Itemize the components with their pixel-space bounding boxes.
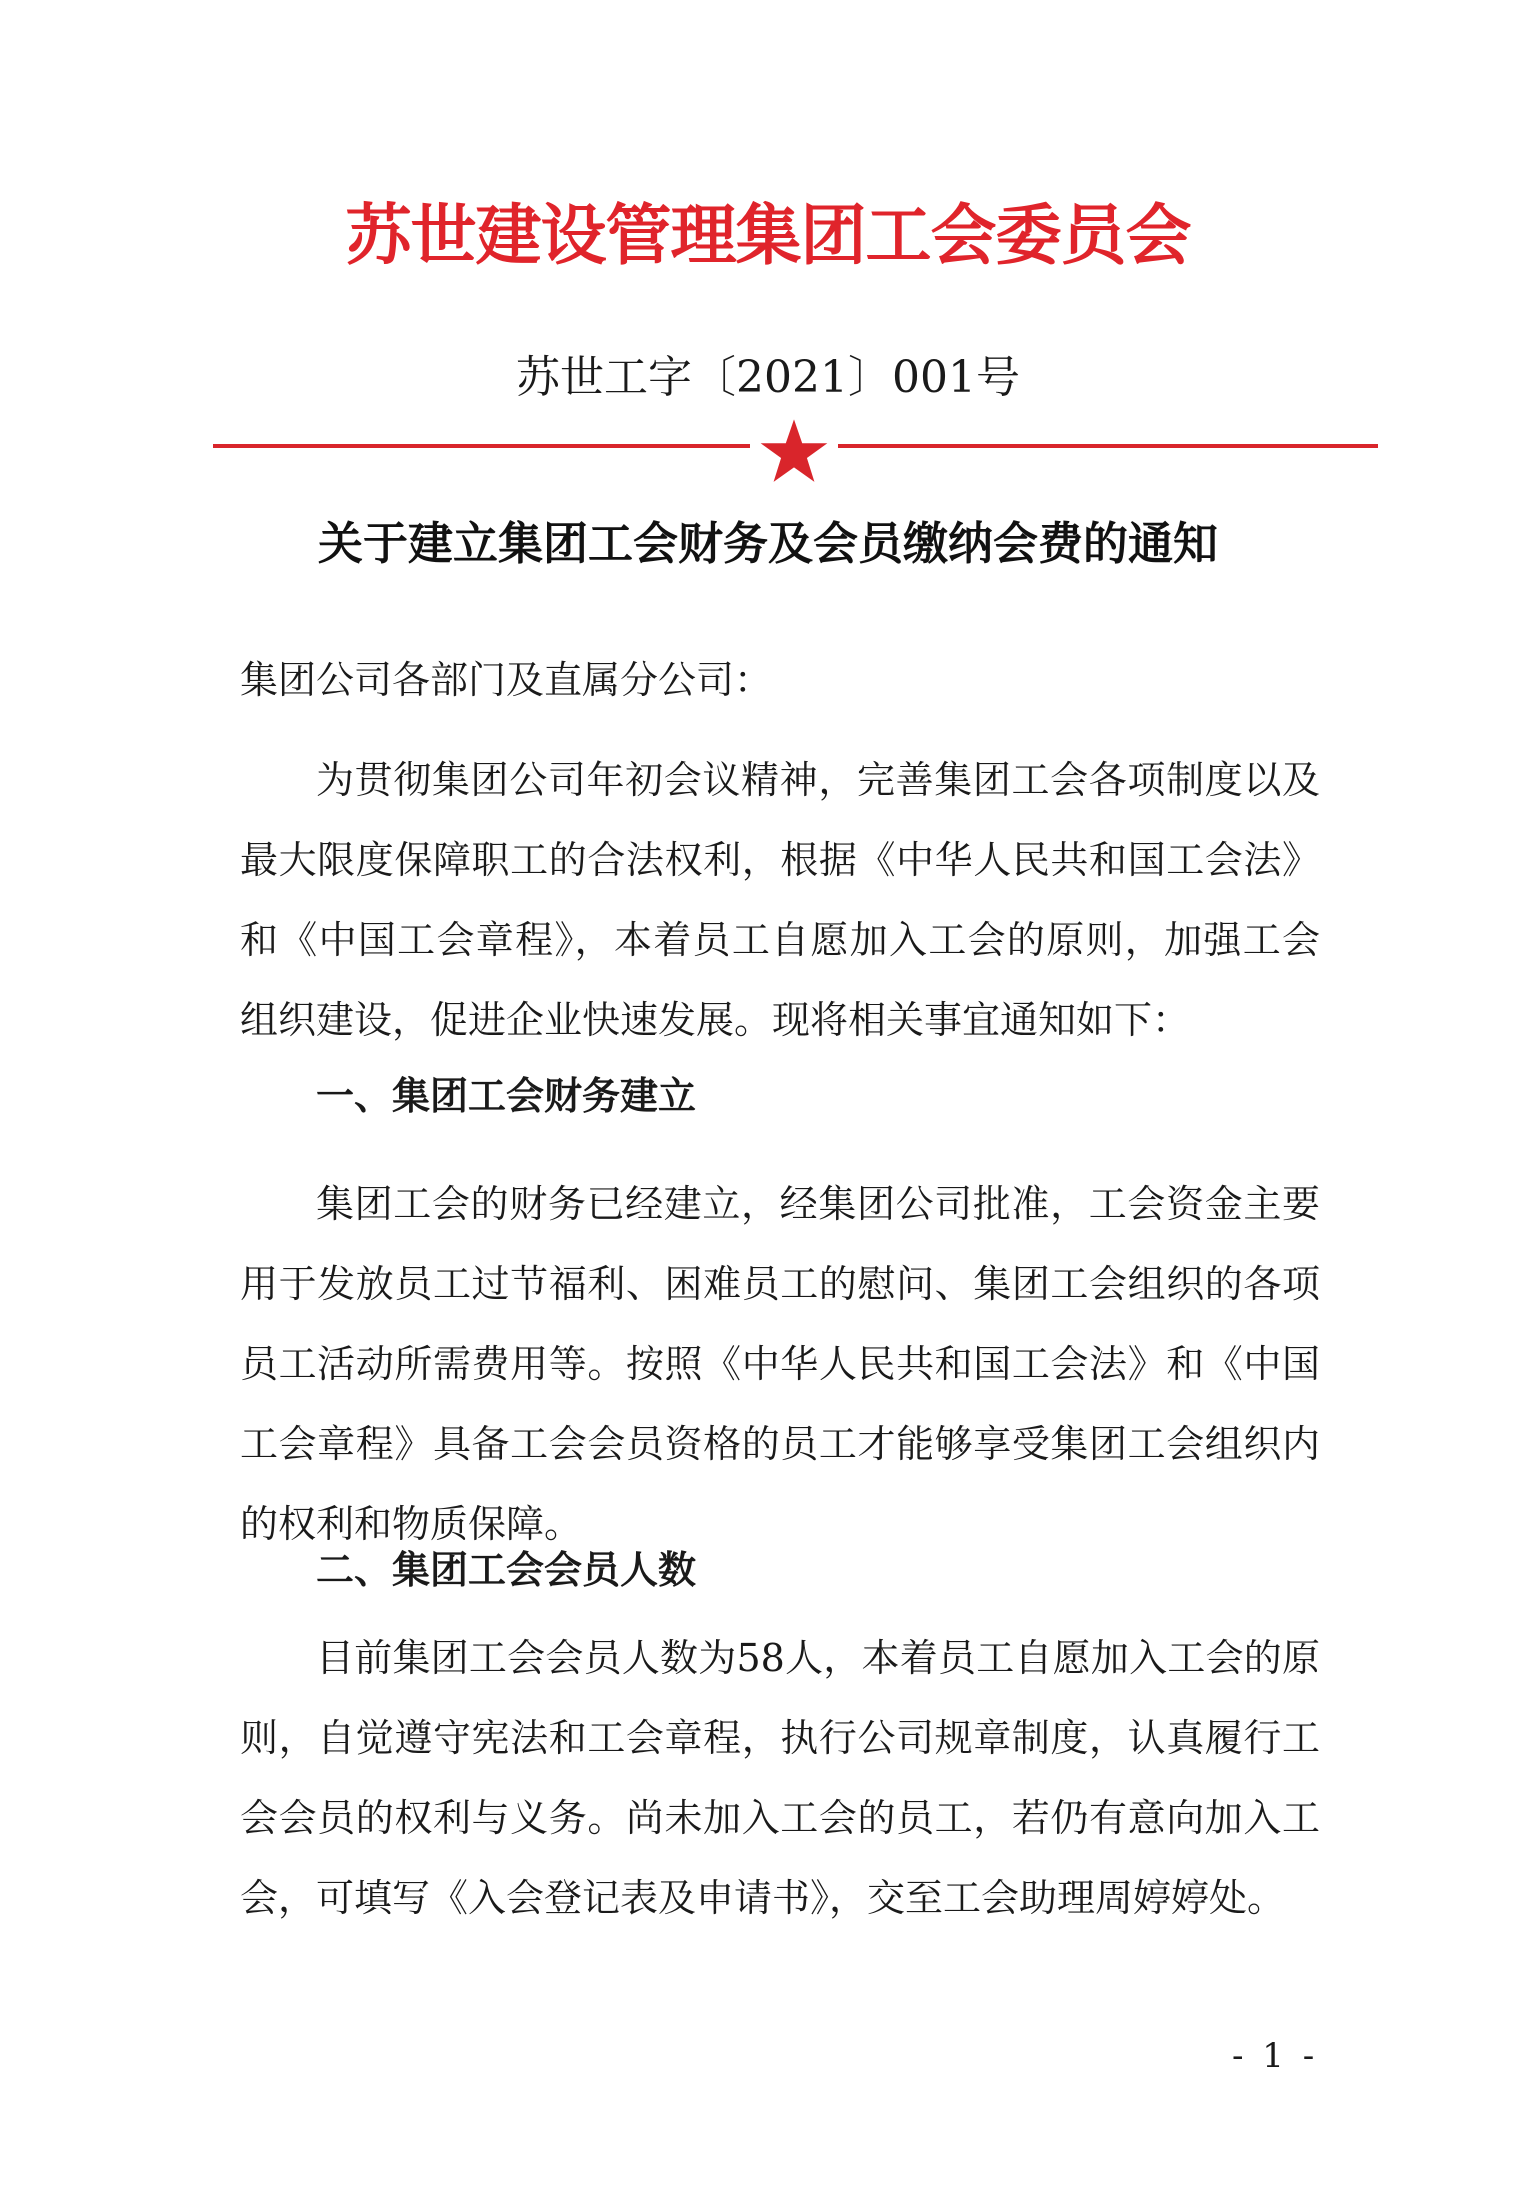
intro-paragraph: 为贯彻集团公司年初会议精神，完善集团工会各项制度以及最大限度保障职工的合法权利，根据《中华人民共和国工会法》和《中国工会章程》，本着员工自愿加入工会的原则，加强工会组织建设，促进企业快速发展。现将相关事宜通知如下： <box>240 758 1320 1042</box>
organization-header: 苏世建设管理集团工会委员会 <box>345 197 1191 274</box>
red-star-icon <box>758 418 830 484</box>
salutation: 集团公司各部门及直属分公司： <box>240 658 773 702</box>
section-heading-members: 二、集团工会会员人数 <box>316 1547 697 1592</box>
red-divider-right <box>838 444 1378 448</box>
section-heading-finance: 一、集团工会财务建立 <box>316 1073 697 1118</box>
document-number: 苏世工字〔2021〕001号 <box>516 352 1020 403</box>
section-body-finance: 集团工会的财务已经建立，经集团公司批准，工会资金主要用于发放员工过节福利、困难员工的慰问、集团工会组织的各项员工活动所需费用等。按照《中华人民共和国工会法》和《中国工会章程》具备工会会员资格的员工才能够享受集团工会组织内的权利和物质保障。 <box>240 1182 1320 1546</box>
notice-title: 关于建立集团工会财务及会员缴纳会费的通知 <box>317 517 1218 570</box>
red-divider-left <box>213 444 750 448</box>
page-number: - 1 - <box>1232 2036 1319 2076</box>
section-body-members: 目前集团工会会员人数为58人，本着员工自愿加入工会的原则，自觉遵守宪法和工会章程，执行公司规章制度，认真履行工会会员的权利与义务。尚未加入工会的员工，若仍有意向加入工会，可填写《入会登记表及申请书》，交至工会助理周婷婷处。 <box>240 1636 1320 1920</box>
